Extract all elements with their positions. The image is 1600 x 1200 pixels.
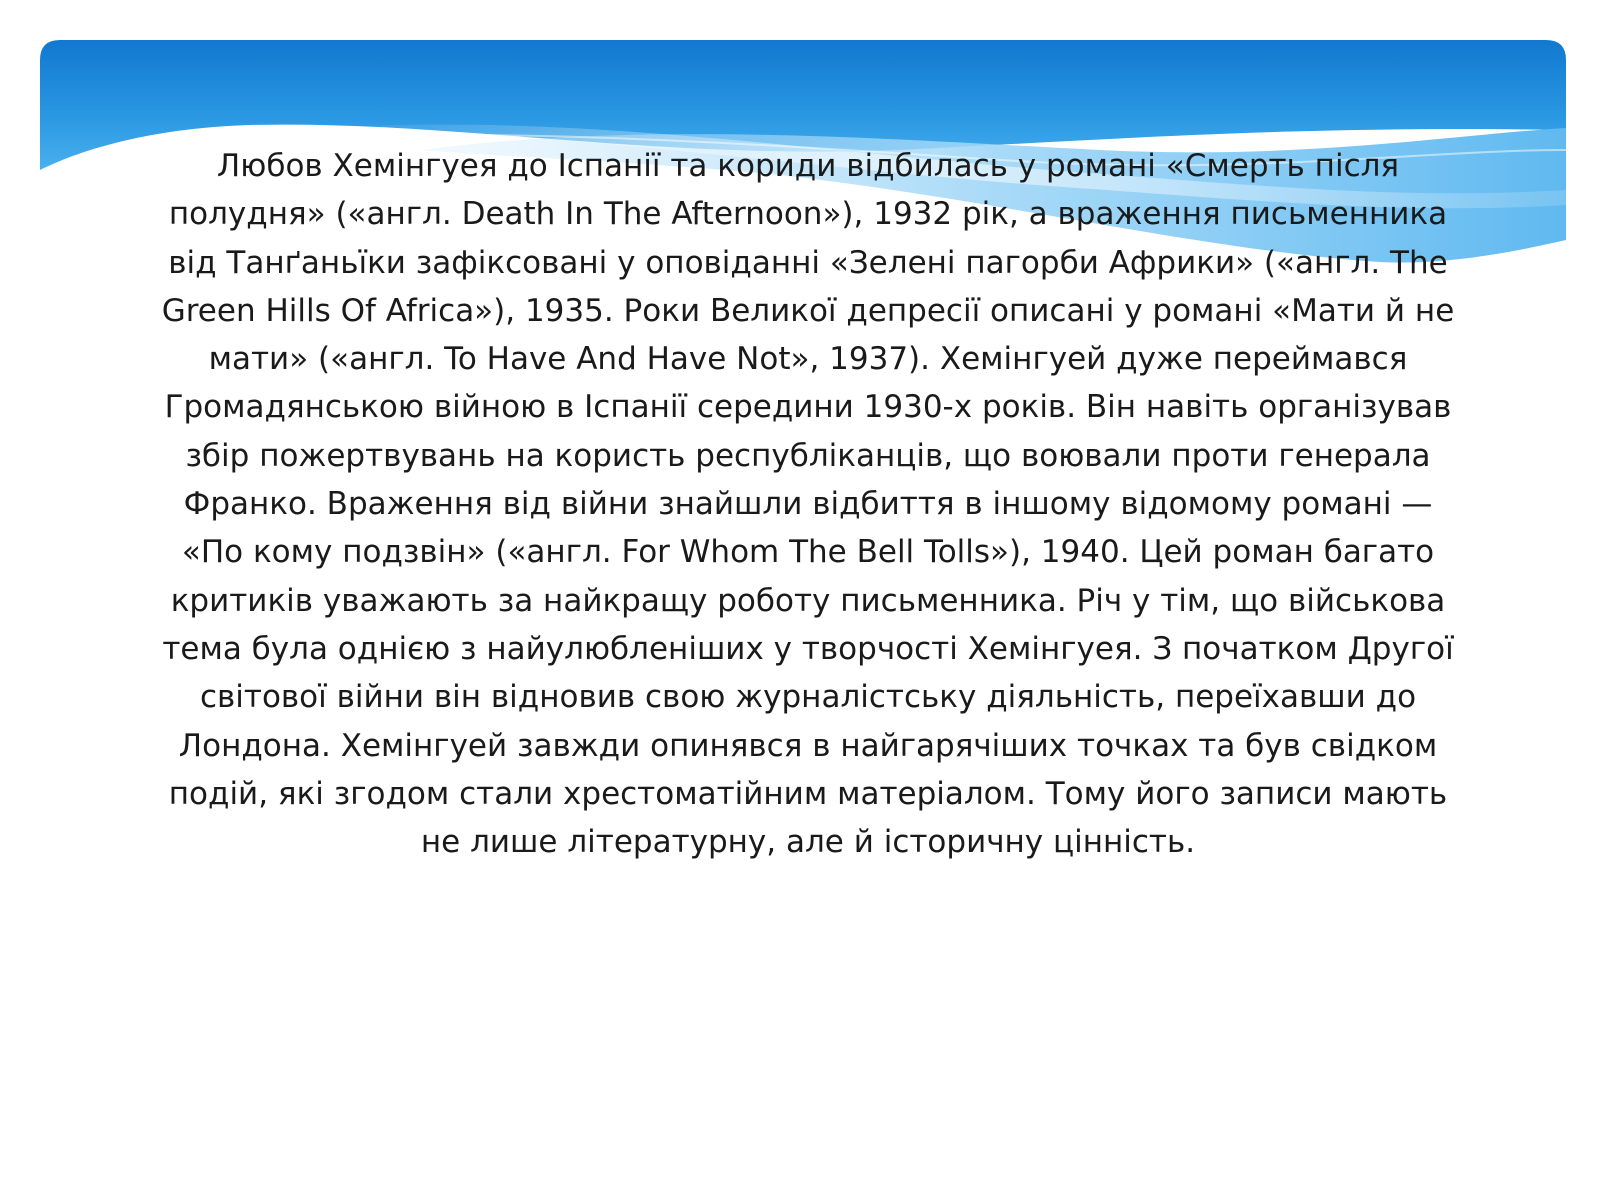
slide-body-text: Любов Хемінгуея до Іспанії та кориди відбилась у романі «Смерть після полудня» («англ. Death In The Afternoon»), 1932 рік, а враження письменника від Танґаньїки зафіксовані у оповіданні «Зелені пагорби Африки» («англ. The Green Hills Of Africa»), 1935. Роки Великої депресії описані у романі «Мати й не мати» («англ. To Have And Have Not», 1937). Хемінгуей дуже переймався Громадянською війною в Іспанії середини 1930-х років. Він навіть організував збір пожертвувань на користь республіканців, що воювали проти генерала Франко. Враження від війни знайшли відбиття в іншому відомому романі — «По кому подзвін» («англ. For Whom The Bell Tolls»), 1940. Цей роман багато критиків уважають за найкращу роботу письменника. Річ у тім, що військова тема була однією з найулюбленіших у творчості Хемінгуея. З початком Другої світової війни він відновив свою журналістську діяльність, переїхавши до Лондона. Хемінгуей завжди опинявся в найгарячіших точках та був свідком подій, які згодом стали хрестоматійним матеріалом. Тому його записи мають не лише літературну, але й історичну цінність. <box>161 148 1455 861</box>
